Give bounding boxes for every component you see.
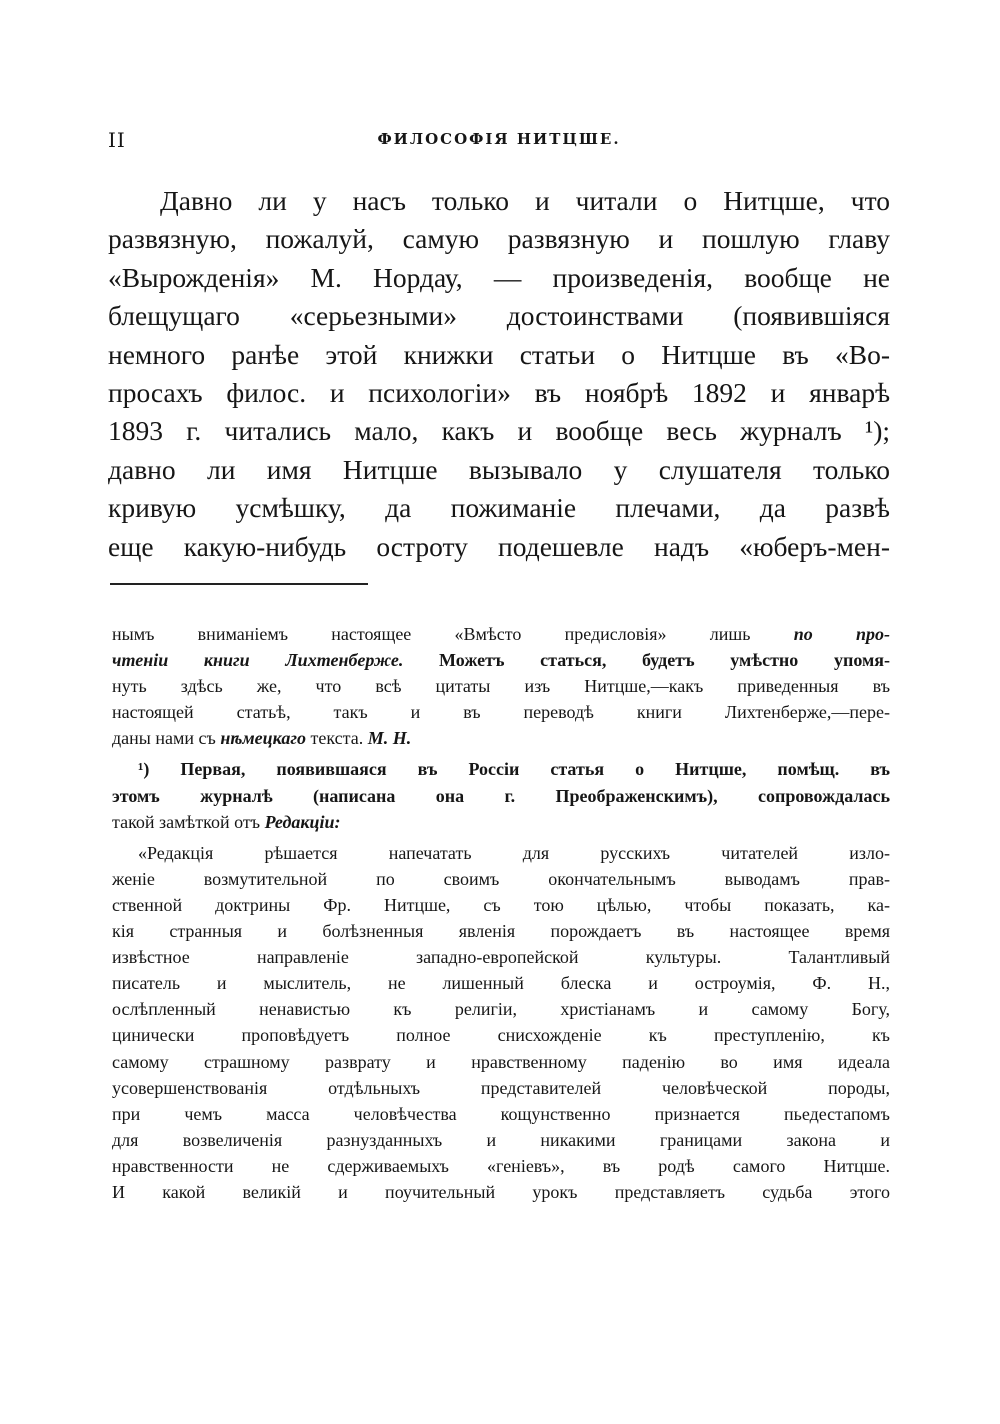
main-line: еще какую-нибудь остроту подешевле надъ «юберъ-мен-: [108, 530, 890, 562]
quote-line: писатель и мыслитель, не лишенный блеска и остроумія, Ф. Н.,: [112, 973, 890, 994]
footnote-italic-text: нѣмецкаго: [220, 728, 306, 749]
quote-line: женіе возмутительной по своимъ окончательнымъ выводамъ прав-: [112, 868, 890, 889]
footnote-line: [112, 725, 890, 751]
main-line: развязную, пожалуй, самую развязную и пошлую главу: [108, 223, 890, 255]
quote-line: нравственности не сдерживаемыхъ «геніевъ», въ родѣ самого Нитцше.: [112, 1155, 890, 1176]
quote-line: для возвеличенія разнузданныхъ и никакими границами закона и: [112, 1129, 890, 1150]
quote-line: ственной доктрины Фр. Нитцше, съ тою цѣлью, чтобы показать, ка-: [112, 894, 890, 915]
main-line: блещущаго «серьезными» достоинствами (появившіяся: [108, 300, 890, 332]
main-line: давно ли имя Нитцше вызывало у слушателя только: [108, 453, 890, 485]
footnote-text: даны нами съ: [112, 728, 221, 749]
footnote-text: нымъ вниманіемъ настоящее «Вмѣсто предисловія» лишь: [112, 624, 794, 644]
footnote-italic-text: по про-: [793, 624, 891, 644]
footnote-text: Можетъ статься, будетъ умѣстно упомя-: [403, 650, 890, 671]
main-line: Давно ли у насъ только и читали о Нитцше, что: [160, 185, 890, 216]
quote-line: при чемъ масса человѣчества кощунственно признается пьедестапомъ: [112, 1103, 890, 1124]
quote-line: самому страшному разврату и нравственному паденію во имя идеала: [112, 1051, 890, 1072]
quote-line: И какой великій и поучительный урокъ представляетъ судьба этого: [112, 1181, 890, 1202]
footnote-line: [112, 647, 890, 673]
quote-line: цинически проповѣдуетъ полное снисхожденіе къ преступленію, къ: [112, 1025, 890, 1046]
quote-line: кія странныя и болѣзненныя явленія порождаетъ въ настоящее время: [112, 921, 890, 942]
footnote-line: [112, 621, 890, 647]
page-number: II: [108, 128, 126, 152]
footnote-text: такой замѣткой отъ: [112, 811, 265, 832]
footnote-line: настоящей статьѣ, такъ и въ переводѣ книги Лихтенберже,—пере-: [112, 702, 890, 723]
footnote-separator: [110, 583, 368, 585]
main-paragraph: [108, 182, 890, 566]
quote-line: усовершенствованія отдѣльныхъ представителей человѣческой породы,: [112, 1077, 890, 1098]
quote-line: ослѣпленный ненавистью къ религіи, христіанамъ и самому Богу,: [112, 999, 890, 1020]
main-line: немного ранѣе этой книжки статьи о Нитцше въ «Во-: [108, 338, 890, 370]
footnotes: [112, 621, 890, 1205]
running-title: ФИЛОСОФІЯ НИТЦШЕ.: [377, 130, 621, 148]
footnote-text: текста.: [305, 728, 368, 749]
quote-line: «Редакція рѣшается напечатать для русскихъ читателей изло-: [138, 842, 890, 863]
translator-signature: М. Н.: [367, 728, 412, 749]
footnote-1-line: этомъ журналѣ (написана она г. Преображенскимъ), сопровождалась: [112, 785, 890, 806]
footnote-line: нуть здѣсь же, что всѣ цитаты изъ Нитцше,—какъ приведенныя въ: [112, 676, 890, 697]
main-line: «Вырожденія» М. Нордау, — произведенія, вообще не: [108, 261, 890, 293]
footnote-1-line: [112, 809, 890, 835]
page-header: [108, 128, 890, 158]
main-line: просахъ филос. и психологіи» въ ноябрѣ 1892 и январѣ: [108, 377, 890, 409]
footnote-1-line: ¹) Первая, появившаяся въ Россіи статья о Нитцше, помѣщ. въ: [138, 759, 890, 780]
footnote-italic-text: чтеніи книги Лихтенберже.: [112, 650, 404, 671]
main-line: 1893 г. читались мало, какъ и вообще весь журналъ ¹);: [108, 415, 890, 447]
quote-line: извѣстное направленіе западно-европейской культуры. Талантливый: [112, 947, 890, 968]
footnote-italic-text: Редакціи:: [264, 811, 341, 832]
main-line: кривую усмѣшку, да пожиманіе плечами, да развѣ: [108, 492, 890, 524]
